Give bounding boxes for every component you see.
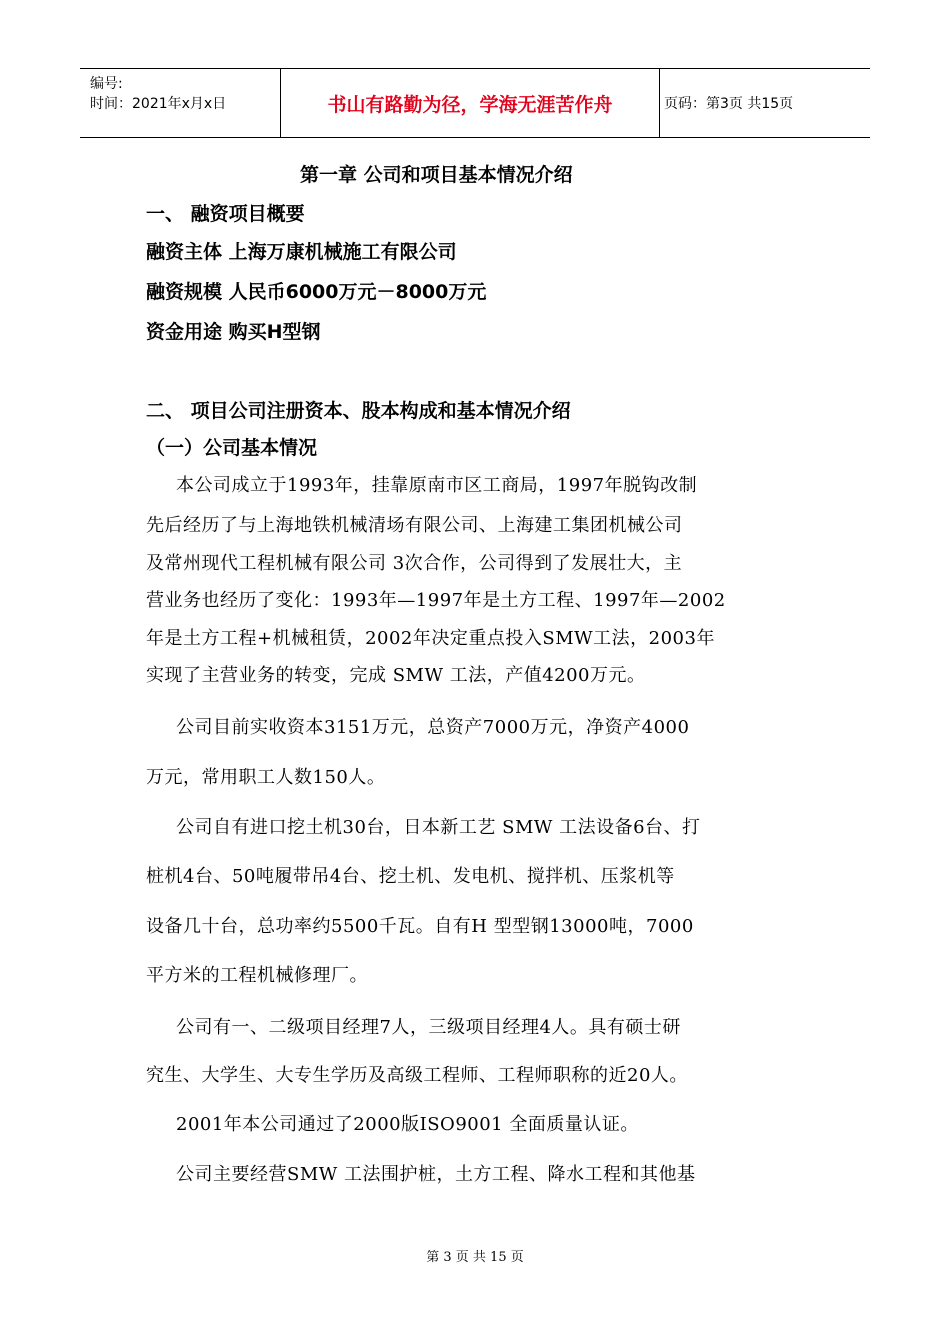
section1-heading: 一、 融资项目概要	[146, 203, 305, 225]
financing-scale: 融资规模 人民币6000万元－8000万元	[146, 281, 487, 303]
body-line: 年是土方工程+机械租赁，2002年决定重点投入SMW工法，2003年	[146, 628, 715, 649]
body-line: 公司自有进口挖土机30台，日本新工艺 SMW 工法设备6台、打	[176, 817, 701, 838]
page-info: 页码：第3页 共15页	[664, 96, 794, 112]
body-line: 实现了主营业务的转变，完成 SMW 工法，产值4200万元。	[146, 665, 646, 686]
body-line: 及常州现代工程机械有限公司 3次合作，公司得到了发展壮大，主	[146, 553, 683, 574]
section2-subheading: （一）公司基本情况	[146, 437, 318, 459]
financing-subject: 融资主体 上海万康机械施工有限公司	[146, 241, 457, 263]
body-line: 设备几十台，总功率约5500千瓦。自有H 型型钢13000吨，7000	[146, 916, 694, 937]
number-label: 编号:	[90, 76, 123, 92]
body-line: 2001年本公司通过了2000版ISO9001 全面质量认证。	[176, 1114, 639, 1135]
body-line: 桩机4台、50吨履带吊4台、挖土机、发电机、搅拌机、压浆机等	[146, 866, 675, 887]
section2-heading: 二、 项目公司注册资本、股本构成和基本情况介绍	[146, 400, 571, 422]
body-line: 本公司成立于1993年，挂靠原南市区工商局，1997年脱钩改制	[176, 475, 698, 496]
body-line: 平方米的工程机械修理厂。	[146, 965, 368, 986]
fund-usage: 资金用途 购买H型钢	[146, 321, 321, 343]
chapter-title: 第一章 公司和项目基本情况介绍	[300, 164, 573, 186]
body-line: 先后经历了与上海地铁机械清场有限公司、上海建工集团机械公司	[146, 515, 683, 536]
document-header	[80, 68, 870, 138]
header-meta-cell	[80, 69, 281, 137]
body-line: 万元，常用职工人数150人。	[146, 767, 386, 788]
time-label: 时间：2021年x月x日	[90, 96, 227, 112]
motto: 书山有路勤为径，学海无涯苦作舟	[281, 69, 660, 137]
page-footer: 第 3 页 共 15 页	[426, 1250, 524, 1265]
body-line: 公司主要经营SMW 工法围护桩，土方工程、降水工程和其他基	[176, 1164, 696, 1185]
body-line: 公司有一、二级项目经理7人，三级项目经理4人。具有硕士研	[176, 1017, 681, 1038]
body-line: 究生、大学生、大专生学历及高级工程师、工程师职称的近20人。	[146, 1065, 688, 1086]
body-line: 营业务也经历了变化：1993年—1997年是土方工程、1997年—2002	[146, 590, 726, 611]
body-line: 公司目前实收资本3151万元，总资产7000万元，净资产4000	[176, 717, 690, 738]
